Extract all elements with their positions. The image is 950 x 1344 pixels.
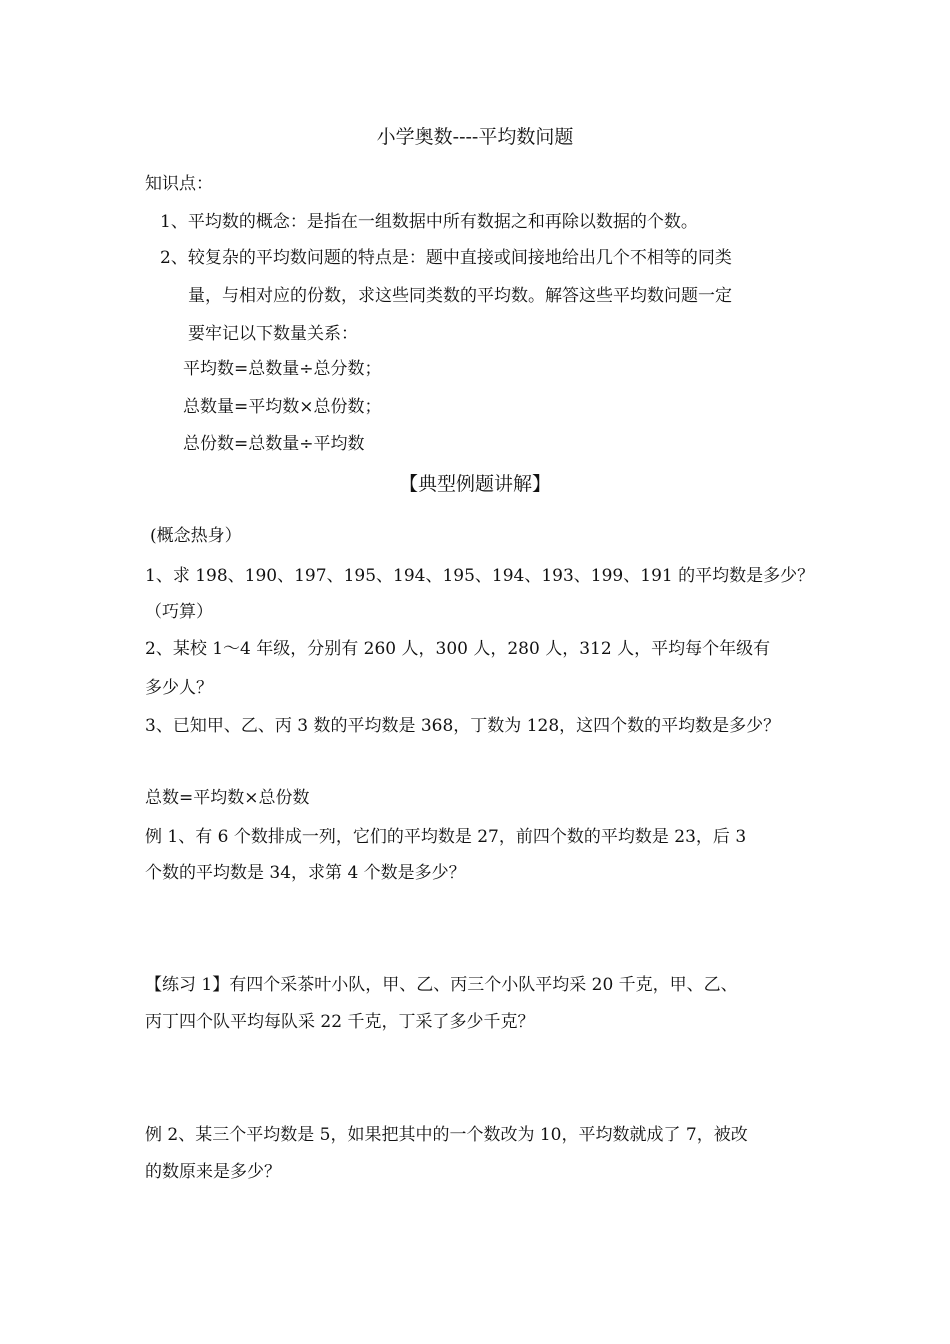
- examples-heading: 【典型例题讲解】: [398, 473, 551, 495]
- knowledge-label: 知识点：: [145, 174, 213, 194]
- question-2-line-1: 2、某校 1～4 年级，分别有 260 人，300 人，280 人，312 人，平均每个年级有: [145, 639, 771, 659]
- formula-total-quantity: 总数量=平均数×总份数；: [183, 397, 382, 417]
- question-3: 3、已知甲、乙、丙 3 数的平均数是 368，丁数为 128，这四个数的平均数是多少？: [145, 716, 781, 736]
- question-1: 1、求 198、190、197、195、194、195、194、193、199、191 的平均数是多少？: [145, 566, 815, 586]
- practice-1-line-2: 丙丁四个队平均每队采 22 千克，丁采了多少千克？: [145, 1012, 535, 1032]
- example-2-line-2: 的数原来是多少？: [145, 1162, 281, 1182]
- knowledge-item-2-line-3: 要牢记以下数量关系：: [188, 324, 358, 344]
- practice-1-line-1: 【练习 1】有四个采茶叶小队，甲、乙、丙三个小队平均采 20 千克，甲、乙、: [145, 975, 738, 995]
- section-formula: 总数=平均数×总份数: [145, 788, 310, 808]
- example-1-line-1: 例 1、有 6 个数排成一列，它们的平均数是 27，前四个数的平均数是 23，后 3: [145, 827, 747, 847]
- knowledge-item-2-line-2: 量，与相对应的份数，求这些同类数的平均数。解答这些平均数问题一定: [188, 286, 732, 306]
- formula-average: 平均数=总数量÷总分数；: [183, 359, 382, 379]
- example-2-line-1: 例 2、某三个平均数是 5，如果把其中的一个数改为 10，平均数就成了 7，被改: [145, 1125, 748, 1145]
- knowledge-item-1: 1、平均数的概念：是指在一组数据中所有数据之和再除以数据的个数。: [160, 212, 698, 232]
- formula-total-parts: 总份数=总数量÷平均数: [183, 434, 365, 454]
- warmup-label: (概念热身）: [150, 526, 242, 546]
- knowledge-item-2-line-1: 2、较复杂的平均数问题的特点是：题中直接或间接地给出几个不相等的同类: [160, 248, 732, 268]
- question-2-line-2: 多少人？: [145, 678, 213, 698]
- example-1-line-2: 个数的平均数是 34，求第 4 个数是多少？: [145, 863, 466, 883]
- document-title: 小学奥数----平均数问题: [376, 126, 574, 148]
- shortcut-label: （巧算）: [145, 602, 213, 622]
